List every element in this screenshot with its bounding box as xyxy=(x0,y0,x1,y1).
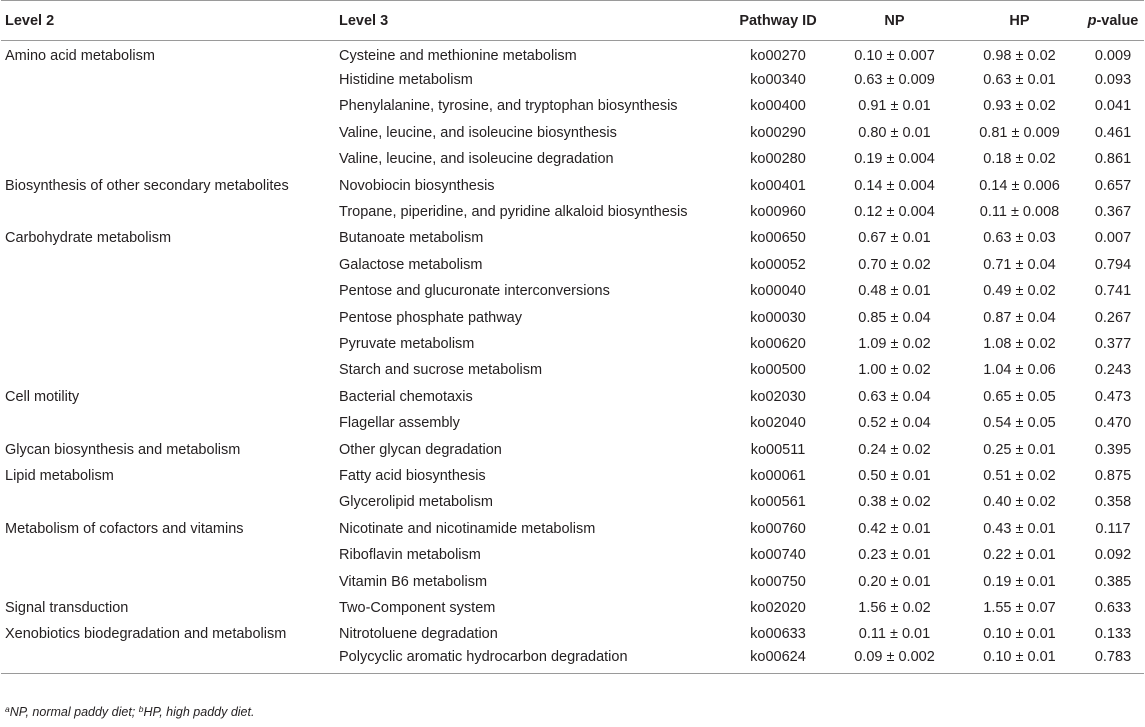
cell-hp: 0.63 ± 0.03 xyxy=(983,230,1056,247)
table-row xyxy=(1,436,1144,462)
table-row xyxy=(1,172,1144,198)
table-row xyxy=(1,278,1144,304)
cell-np: 0.70 ± 0.02 xyxy=(858,256,931,273)
cell-pathway-id: ko02040 xyxy=(750,415,806,432)
cell-p-value: 0.875 xyxy=(1094,467,1132,484)
cell-pathway-id: ko00633 xyxy=(750,626,806,643)
cell-np: 1.56 ± 0.02 xyxy=(858,599,931,616)
cell-level-2 xyxy=(1,120,331,146)
cell-level-3: Riboflavin metabolism xyxy=(339,547,481,564)
cell-level-3: Vitamin B6 metabolism xyxy=(339,573,488,590)
cell-hp: 0.10 ± 0.01 xyxy=(983,626,1056,643)
table-row xyxy=(1,542,1144,568)
cell-p-value: 0.794 xyxy=(1094,256,1132,273)
cell-hp: 0.51 ± 0.02 xyxy=(983,467,1056,484)
cell-level-3: Glycerolipid metabolism xyxy=(339,494,493,511)
header-p-value xyxy=(1082,1,1144,41)
cell-np: 0.19 ± 0.004 xyxy=(854,151,935,168)
header-level-3: Level 3 xyxy=(331,1,724,41)
cell-level-3: Novobiocin biosynthesis xyxy=(339,177,495,194)
cell-pathway-id: ko02020 xyxy=(750,599,806,616)
cell-np: 0.91 ± 0.01 xyxy=(858,98,931,115)
cell-np: 0.11 ± 0.01 xyxy=(858,626,931,643)
cell-level-2 xyxy=(1,304,331,330)
table-row xyxy=(1,595,1144,621)
cell-hp: 1.08 ± 0.02 xyxy=(983,335,1056,352)
cell-np: 0.20 ± 0.01 xyxy=(858,573,931,590)
cell-level-3: Cysteine and methionine metabolism xyxy=(339,47,577,64)
cell-level-3: Pentose phosphate pathway xyxy=(339,309,522,326)
cell-level-2 xyxy=(1,199,331,225)
cell-np: 0.24 ± 0.02 xyxy=(858,441,931,458)
cell-p-value: 0.657 xyxy=(1094,177,1132,194)
table-row xyxy=(1,489,1144,515)
cell-pathway-id: ko00401 xyxy=(750,177,806,194)
cell-hp: 0.18 ± 0.02 xyxy=(983,151,1056,168)
cell-np: 0.23 ± 0.01 xyxy=(858,547,931,564)
cell-hp: 0.40 ± 0.02 xyxy=(983,494,1056,511)
table-row xyxy=(1,568,1144,594)
cell-level-2: Signal transduction xyxy=(5,599,129,616)
footnote-text-a: NP, normal paddy diet; xyxy=(9,705,139,719)
cell-hp: 0.14 ± 0.006 xyxy=(979,177,1060,194)
cell-p-value: 0.133 xyxy=(1094,626,1132,643)
cell-level-2 xyxy=(1,489,331,515)
cell-p-value: 0.093 xyxy=(1094,72,1132,89)
cell-level-2 xyxy=(1,93,331,119)
cell-hp: 0.65 ± 0.05 xyxy=(983,388,1056,405)
header-p-suffix: -value xyxy=(1096,12,1139,29)
cell-level-3: Other glycan degradation xyxy=(339,441,502,458)
cell-hp: 1.04 ± 0.06 xyxy=(983,362,1056,379)
cell-pathway-id: ko00040 xyxy=(750,283,806,300)
cell-level-3: Fatty acid biosynthesis xyxy=(339,467,486,484)
cell-level-2 xyxy=(1,331,331,357)
cell-p-value: 0.395 xyxy=(1094,441,1132,458)
table-row xyxy=(1,463,1144,489)
cell-np: 0.63 ± 0.009 xyxy=(854,72,935,89)
cell-level-3: Galactose metabolism xyxy=(339,256,483,273)
table-row xyxy=(1,621,1144,647)
cell-p-value: 0.783 xyxy=(1082,647,1144,673)
cell-level-3: Nitrotoluene degradation xyxy=(339,626,498,643)
cell-np: 0.67 ± 0.01 xyxy=(858,230,931,247)
cell-hp: 1.55 ± 0.07 xyxy=(983,599,1056,616)
cell-p-value: 0.041 xyxy=(1094,98,1132,115)
cell-p-value: 0.385 xyxy=(1094,573,1132,590)
table-row xyxy=(1,516,1144,542)
cell-hp: 0.19 ± 0.01 xyxy=(983,573,1056,590)
cell-p-value: 0.470 xyxy=(1094,415,1132,432)
cell-np: 0.52 ± 0.04 xyxy=(858,415,931,432)
cell-level-2 xyxy=(1,67,331,93)
cell-p-value: 0.861 xyxy=(1094,151,1132,168)
cell-level-2 xyxy=(1,647,331,673)
cell-p-value: 0.473 xyxy=(1094,388,1132,405)
table-row xyxy=(1,120,1144,146)
cell-hp: 0.43 ± 0.01 xyxy=(983,520,1056,537)
cell-pathway-id: ko00740 xyxy=(750,547,806,564)
cell-pathway-id: ko00270 xyxy=(750,47,806,64)
cell-hp: 0.10 ± 0.01 xyxy=(957,647,1082,673)
cell-np: 0.85 ± 0.04 xyxy=(858,309,931,326)
cell-pathway-id: ko00624 xyxy=(724,647,832,673)
table-row xyxy=(1,331,1144,357)
cell-level-3: Tropane, piperidine, and pyridine alkaloid biosynthesis xyxy=(339,204,688,221)
cell-level-3: Phenylalanine, tyrosine, and tryptophan biosynthesis xyxy=(339,98,678,115)
cell-pathway-id: ko00650 xyxy=(750,230,806,247)
cell-level-3: Histidine metabolism xyxy=(339,72,473,89)
cell-hp: 0.93 ± 0.02 xyxy=(983,98,1056,115)
cell-level-3: Polycyclic aromatic hydrocarbon degradation xyxy=(331,647,724,673)
cell-level-2 xyxy=(1,410,331,436)
table-header xyxy=(1,1,1144,41)
cell-level-2: Glycan biosynthesis and metabolism xyxy=(5,441,241,458)
table-row xyxy=(1,146,1144,172)
cell-np: 0.42 ± 0.01 xyxy=(858,520,931,537)
cell-level-3: Bacterial chemotaxis xyxy=(339,388,473,405)
cell-hp: 0.87 ± 0.04 xyxy=(983,309,1056,326)
table-row xyxy=(1,93,1144,119)
table-body xyxy=(1,41,1144,674)
cell-np: 0.12 ± 0.004 xyxy=(854,204,935,221)
cell-pathway-id: ko00750 xyxy=(750,573,806,590)
footnote-text-b: HP, high paddy diet. xyxy=(143,705,255,719)
cell-pathway-id: ko00280 xyxy=(750,151,806,168)
header-hp: HP xyxy=(957,1,1082,41)
cell-pathway-id: ko00030 xyxy=(750,309,806,326)
cell-hp: 0.22 ± 0.01 xyxy=(983,547,1056,564)
header-level-2: Level 2 xyxy=(1,1,331,41)
cell-level-3: Butanoate metabolism xyxy=(339,230,484,247)
cell-p-value: 0.267 xyxy=(1094,309,1132,326)
cell-pathway-id: ko00960 xyxy=(750,204,806,221)
cell-np: 0.50 ± 0.01 xyxy=(858,467,931,484)
cell-level-2 xyxy=(1,252,331,278)
table-row xyxy=(1,225,1144,251)
cell-p-value: 0.117 xyxy=(1095,520,1131,537)
cell-pathway-id: ko00500 xyxy=(750,362,806,379)
cell-level-3: Flagellar assembly xyxy=(339,415,460,432)
cell-level-2: Lipid metabolism xyxy=(5,467,114,484)
cell-hp: 0.63 ± 0.01 xyxy=(983,72,1056,89)
table-row xyxy=(1,647,1144,673)
cell-p-value: 0.377 xyxy=(1094,335,1132,352)
cell-pathway-id: ko00511 xyxy=(750,441,806,458)
cell-np: 1.09 ± 0.02 xyxy=(858,335,931,352)
table-row xyxy=(1,384,1144,410)
cell-level-2: Cell motility xyxy=(5,388,80,405)
cell-pathway-id: ko00052 xyxy=(750,256,806,273)
cell-np: 0.14 ± 0.004 xyxy=(854,177,935,194)
cell-pathway-id: ko00760 xyxy=(750,520,806,537)
cell-np: 0.09 ± 0.002 xyxy=(832,647,957,673)
cell-level-3: Valine, leucine, and isoleucine degradation xyxy=(339,151,614,168)
cell-level-2: Xenobiotics biodegradation and metabolism xyxy=(5,626,287,643)
cell-p-value: 0.092 xyxy=(1094,547,1132,564)
cell-hp: 0.98 ± 0.02 xyxy=(983,47,1056,64)
cell-level-3: Pyruvate metabolism xyxy=(339,335,475,352)
cell-level-3: Two-Component system xyxy=(339,599,496,616)
cell-hp: 0.71 ± 0.04 xyxy=(983,256,1056,273)
cell-level-2 xyxy=(1,542,331,568)
cell-hp: 0.54 ± 0.05 xyxy=(983,415,1056,432)
cell-level-3: Starch and sucrose metabolism xyxy=(339,362,543,379)
table-footnote xyxy=(5,704,254,719)
cell-p-value: 0.741 xyxy=(1094,283,1132,300)
table-row xyxy=(1,67,1144,93)
cell-level-2: Metabolism of cofactors and vitamins xyxy=(5,520,244,537)
cell-p-value: 0.009 xyxy=(1094,47,1132,64)
header-row xyxy=(1,1,1144,41)
cell-pathway-id: ko00620 xyxy=(750,335,806,352)
cell-np: 0.10 ± 0.007 xyxy=(854,47,935,64)
cell-p-value: 0.633 xyxy=(1094,599,1132,616)
table-row xyxy=(1,41,1144,67)
header-p-italic: p xyxy=(1087,12,1097,29)
cell-pathway-id: ko00061 xyxy=(750,467,806,484)
table-row xyxy=(1,304,1144,330)
cell-level-2: Amino acid metabolism xyxy=(5,47,155,64)
table-row xyxy=(1,357,1144,383)
cell-hp: 0.25 ± 0.01 xyxy=(983,441,1056,458)
cell-np: 1.00 ± 0.02 xyxy=(858,362,931,379)
footnote-marker-b: b xyxy=(138,704,144,714)
cell-level-2 xyxy=(1,146,331,172)
cell-level-2 xyxy=(1,568,331,594)
cell-p-value: 0.367 xyxy=(1094,204,1132,221)
kegg-pathway-table xyxy=(1,0,1144,674)
cell-pathway-id: ko00340 xyxy=(750,72,806,89)
header-np: NP xyxy=(832,1,957,41)
table-row xyxy=(1,252,1144,278)
cell-np: 0.48 ± 0.01 xyxy=(858,283,931,300)
cell-level-3: Pentose and glucuronate interconversions xyxy=(339,283,610,300)
cell-pathway-id: ko02030 xyxy=(750,388,806,405)
cell-pathway-id: ko00561 xyxy=(750,494,806,511)
cell-hp: 0.81 ± 0.009 xyxy=(979,124,1060,141)
cell-level-2 xyxy=(1,278,331,304)
cell-level-2 xyxy=(1,357,331,383)
cell-hp: 0.11 ± 0.008 xyxy=(979,204,1060,221)
cell-np: 0.80 ± 0.01 xyxy=(858,124,931,141)
cell-np: 0.38 ± 0.02 xyxy=(858,494,931,511)
cell-hp: 0.49 ± 0.02 xyxy=(983,283,1056,300)
cell-level-2: Carbohydrate metabolism xyxy=(5,230,172,247)
cell-level-2: Biosynthesis of other secondary metabolites xyxy=(5,177,289,194)
cell-level-3: Valine, leucine, and isoleucine biosynthesis xyxy=(339,124,617,141)
table-row xyxy=(1,410,1144,436)
cell-p-value: 0.358 xyxy=(1094,494,1132,511)
cell-level-3: Nicotinate and nicotinamide metabolism xyxy=(339,520,596,537)
cell-p-value: 0.007 xyxy=(1094,230,1132,247)
cell-p-value: 0.461 xyxy=(1094,124,1132,141)
cell-p-value: 0.243 xyxy=(1094,362,1132,379)
cell-np: 0.63 ± 0.04 xyxy=(858,388,931,405)
cell-pathway-id: ko00290 xyxy=(750,124,806,141)
footnote-marker-a: a xyxy=(5,704,10,714)
table-row xyxy=(1,199,1144,225)
cell-pathway-id: ko00400 xyxy=(750,98,806,115)
header-pathway-id: Pathway ID xyxy=(724,1,832,41)
